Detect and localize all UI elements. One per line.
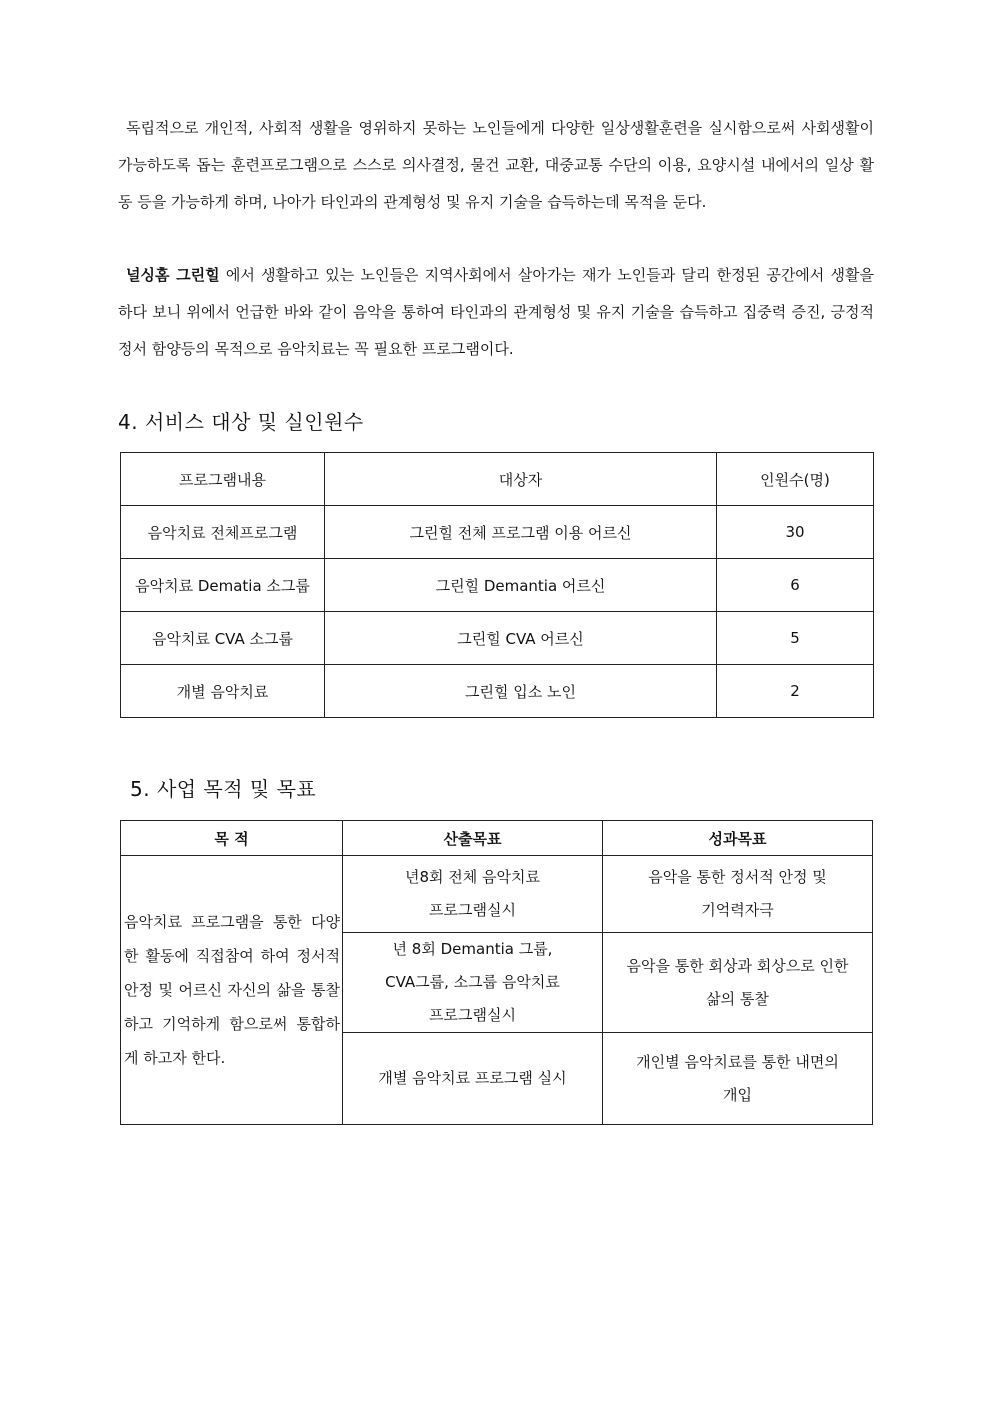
outcome-goal-line: 삶의 통찰 bbox=[706, 989, 769, 1008]
program-cell: 개별 음악치료 bbox=[121, 665, 325, 718]
intro-paragraph-2-text: 에서 생활하고 있는 노인들은 지역사회에서 살아가는 재가 노인들과 달리 한정된 공간에서 생활을 하다 보니 위에서 언급한 바와 같이 음악을 통하여 타인과의 관계형성 및 유지 기술을 습득하고 집중력 증진, 긍정적 정서 함양등의 목적으로 음악치료는 꼭 필요한 프로그램이다. bbox=[118, 266, 874, 358]
output-goal-line: 년 8회 Demantia 그룹, bbox=[392, 940, 553, 958]
table-header-row bbox=[121, 453, 874, 506]
facility-name: 널싱홈 그린힐 bbox=[126, 266, 220, 284]
section-4-heading: 4. 서비스 대상 및 실인원수 bbox=[118, 410, 364, 434]
output-goal-cell bbox=[343, 1033, 603, 1125]
output-goal-cell bbox=[343, 856, 603, 933]
target-cell: 그린힐 Demantia 어르신 bbox=[325, 559, 717, 612]
target-cell: 그린힐 전체 프로그램 이용 어르신 bbox=[325, 506, 717, 559]
outcome-goal-line: 개인별 음악치료를 통한 내면의 bbox=[636, 1052, 839, 1071]
output-goal-line: 프로그램실시 bbox=[429, 901, 516, 919]
table-row bbox=[121, 506, 874, 559]
table-header-row bbox=[121, 821, 873, 856]
count-cell: 6 bbox=[717, 559, 874, 612]
program-cell: 음악치료 CVA 소그룹 bbox=[121, 612, 325, 665]
output-goal-line: CVA그룹, 소그룹 음악치료 bbox=[385, 973, 560, 991]
target-cell: 그린힐 입소 노인 bbox=[325, 665, 717, 718]
header-outcome-goal: 성과목표 bbox=[603, 821, 873, 856]
outcome-goal-cell bbox=[603, 856, 873, 933]
table-row bbox=[121, 856, 873, 933]
count-cell: 2 bbox=[717, 665, 874, 718]
header-purpose: 목 적 bbox=[121, 821, 343, 856]
output-goal-cell bbox=[343, 933, 603, 1033]
goals-table bbox=[120, 820, 873, 1125]
header-target: 대상자 bbox=[325, 453, 717, 506]
service-target-table bbox=[120, 452, 874, 718]
header-output-goal: 산출목표 bbox=[343, 821, 603, 856]
table-row bbox=[121, 665, 874, 718]
section-5-heading: 5. 사업 목적 및 목표 bbox=[130, 777, 317, 801]
outcome-goal-cell bbox=[603, 1033, 873, 1125]
program-cell: 음악치료 Dematia 소그룹 bbox=[121, 559, 325, 612]
outcome-goal-line: 음악을 통한 정서적 안정 및 bbox=[648, 868, 827, 886]
intro-paragraph-2 bbox=[118, 257, 874, 368]
target-cell: 그린힐 CVA 어르신 bbox=[325, 612, 717, 665]
header-program: 프로그램내용 bbox=[121, 453, 325, 506]
table-row bbox=[121, 612, 874, 665]
table-row bbox=[121, 559, 874, 612]
program-cell: 음악치료 전체프로그램 bbox=[121, 506, 325, 559]
outcome-goal-line: 음악을 통한 회상과 회상으로 인한 bbox=[626, 956, 849, 975]
output-goal-line: 년8회 전체 음악치료 bbox=[404, 868, 540, 886]
intro-paragraph-1 bbox=[118, 110, 874, 221]
intro-paragraph-1-text: 독립적으로 개인적, 사회적 생활을 영위하지 못하는 노인들에게 다양한 일상생활훈련을 실시함으로써 사회생활이 가능하도록 돕는 훈련프로그램으로 스스로 의사결정, 물건 교환, 대중교통 수단의 이용, 요양시설 내에서의 일상 활동 등을 가능하게 하며, 나아가 타인과의 관계형성 및 유지 기술을 습득하는데 목적을 둔다. bbox=[118, 119, 874, 211]
outcome-goal-cell bbox=[603, 933, 873, 1033]
outcome-goal-line: 기억력자극 bbox=[701, 901, 774, 919]
purpose-cell: 음악치료 프로그램을 통한 다양한 활동에 직접참여 하여 정서적 안정 및 어르신 자신의 삶을 통찰하고 기억하게 함으로써 통합하게 하고자 한다. bbox=[121, 856, 343, 1125]
outcome-goal-line: 개입 bbox=[723, 1085, 752, 1104]
header-count: 인원수(명) bbox=[717, 453, 874, 506]
count-cell: 5 bbox=[717, 612, 874, 665]
count-cell: 30 bbox=[717, 506, 874, 559]
output-goal-line: 프로그램실시 bbox=[429, 1006, 516, 1024]
output-goal-line: 개별 음악치료 프로그램 실시 bbox=[378, 1069, 567, 1087]
